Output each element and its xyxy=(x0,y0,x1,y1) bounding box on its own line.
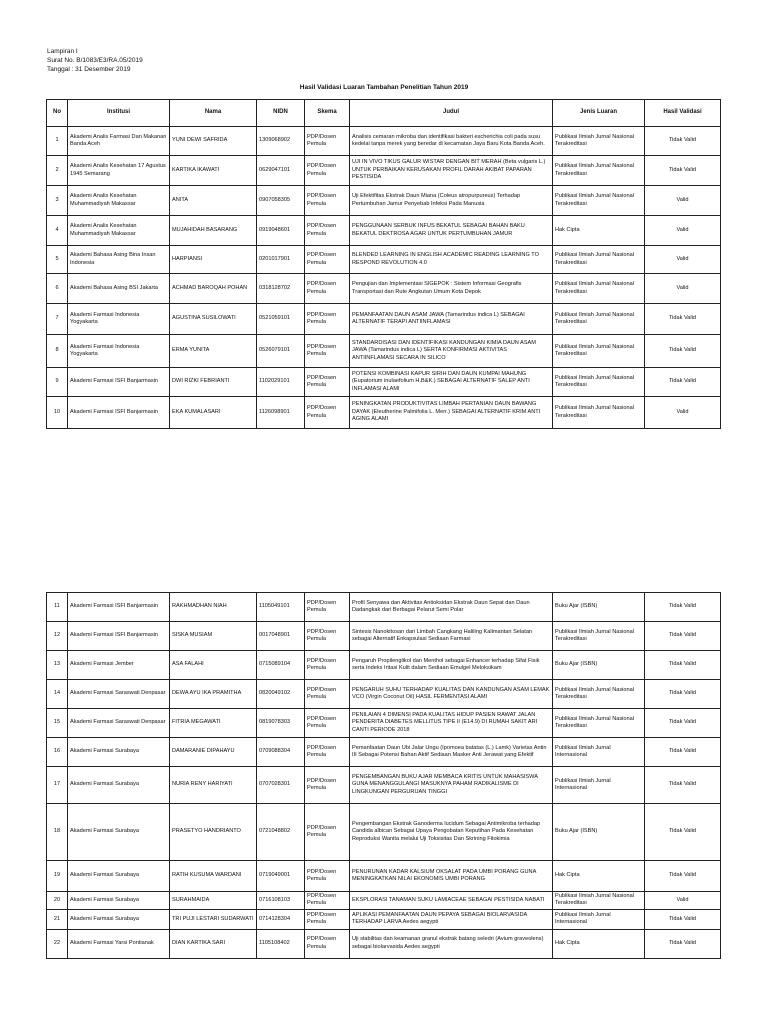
row-judul: BLENDED LEARNING IN ENGLISH ACADEMIC READING LEARNING TO RESPOND REVOLUTION 4.0 xyxy=(350,246,553,274)
letter-date: Tanggal : 31 Desember 2019 xyxy=(47,66,131,73)
table-row xyxy=(47,246,721,274)
row-skema: PDP/Dosen Pemula xyxy=(305,593,350,622)
row-nama: ANITA xyxy=(170,186,257,216)
row-judul: Profil Senyawa dan Aktivitas Antioksidan Ekstrak Daun Sepat dan Daun Dadangkak dari Berbagai Pelarut Semi Polar xyxy=(350,593,553,622)
row-jenis-luaran: Hak Cipta xyxy=(553,216,645,246)
row-hasil-validasi: Tidak Valid xyxy=(645,767,721,804)
row-jenis-luaran: Publikasi Ilmiah Jurnal Internasional xyxy=(553,738,645,767)
row-skema: PDP/Dosen Pemula xyxy=(305,304,350,335)
col-header-nama: Nama xyxy=(170,100,257,127)
row-skema: PDP/Dosen Pemula xyxy=(305,274,350,304)
table-row xyxy=(47,929,721,958)
row-nidn: 0318128702 xyxy=(257,274,305,304)
row-institusi: Akademi Bahasa Asing Bina Insan Indonesia xyxy=(68,246,170,274)
row-nama: AGUSTINA SUSILOWATI xyxy=(170,304,257,335)
row-number: 12 xyxy=(47,622,68,651)
row-nama: SURAHMAIDA xyxy=(170,892,257,910)
row-hasil-validasi: Tidak Valid xyxy=(645,709,721,738)
row-institusi: Akademi Farmasi Indonesia Yogyakarta xyxy=(68,304,170,335)
row-jenis-luaran: Publikasi Ilmiah Jurnal Nasional Terakreditasi xyxy=(553,156,645,186)
row-nama: SISKA MUSIAM xyxy=(170,622,257,651)
row-judul: PENURUNAN KADAR KALSIUM OKSALAT PADA UMBI PORANG GUNA MENINGKATKAN NILAI EKONOMIS UMBI PORANG xyxy=(350,861,553,892)
row-hasil-validasi: Valid xyxy=(645,216,721,246)
row-nama: KARTIKA IKAWATI xyxy=(170,156,257,186)
row-judul: STANDARDISASI DAN IDENTIFIKASI KANDUNGAN KIMIA DAUN ASAM JAWA (Tamarindus indica L) SERTA KONFIRMASI AKTIVITAS ANTIINFLAMASI SECARA IN SILICO xyxy=(350,335,553,368)
table-row xyxy=(47,651,721,680)
row-jenis-luaran: Publikasi Ilmiah Jurnal Internasional xyxy=(553,909,645,929)
row-skema: PDP/Dosen Pemula xyxy=(305,767,350,804)
row-nidn: 0714128304 xyxy=(257,909,305,929)
row-nama: YUNI DEWI SAFRIDA xyxy=(170,127,257,156)
row-judul: Pengaruh Propilenglikol dan Menthol sebagai Enhancer terhadap Sifat Fisik serta Indeks Iritasi Kulit dalam Sediaan Emulgel Meloksikam xyxy=(350,651,553,680)
row-nama: DIAN KARTIKA SARI xyxy=(170,929,257,958)
col-header-nidn: NIDN xyxy=(257,100,305,127)
row-hasil-validasi: Tidak Valid xyxy=(645,335,721,368)
row-jenis-luaran: Publikasi Ilmiah Jurnal Nasional Terakreditasi xyxy=(553,127,645,156)
row-nama: RAKHMADHAN NIAH xyxy=(170,593,257,622)
validation-table-page-1 xyxy=(46,99,721,429)
table-row xyxy=(47,909,721,929)
row-hasil-validasi: Tidak Valid xyxy=(645,651,721,680)
row-skema: PDP/Dosen Pemula xyxy=(305,216,350,246)
letter-number: Surat No. B/1083/E3/RA.05/2019 xyxy=(47,57,143,64)
row-nidn: 0919048601 xyxy=(257,216,305,246)
row-number: 3 xyxy=(47,186,68,216)
row-jenis-luaran: Publikasi Ilmiah Jurnal Nasional Terakreditasi xyxy=(553,709,645,738)
row-hasil-validasi: Tidak Valid xyxy=(645,156,721,186)
row-nidn: 0017048901 xyxy=(257,622,305,651)
row-skema: PDP/Dosen Pemula xyxy=(305,738,350,767)
row-nidn: 0629047101 xyxy=(257,156,305,186)
row-hasil-validasi: Valid xyxy=(645,274,721,304)
row-nidn: 0820049102 xyxy=(257,680,305,709)
page-title: Hasil Validasi Luaran Tambahan Penelitian Tahun 2019 xyxy=(299,84,469,91)
row-hasil-validasi: Tidak Valid xyxy=(645,804,721,861)
row-nidn: 0521059101 xyxy=(257,304,305,335)
table-row xyxy=(47,397,721,429)
row-number: 9 xyxy=(47,368,68,397)
attachment-label: Lampiran I xyxy=(47,48,78,55)
row-skema: PDP/Dosen Pemula xyxy=(305,929,350,958)
row-jenis-luaran: Publikasi Ilmiah Jurnal Nasional Terakreditasi xyxy=(553,680,645,709)
row-number: 13 xyxy=(47,651,68,680)
row-hasil-validasi: Tidak Valid xyxy=(645,127,721,156)
row-nama: MUJAHIDAH BASARANG xyxy=(170,216,257,246)
row-skema: PDP/Dosen Pemula xyxy=(305,892,350,910)
row-nidn: 1105108402 xyxy=(257,929,305,958)
row-hasil-validasi: Valid xyxy=(645,186,721,216)
row-institusi: Akademi Farmasi Surabaya xyxy=(68,738,170,767)
row-hasil-validasi: Tidak Valid xyxy=(645,304,721,335)
row-judul: Analisis cemaran mikroba dan identifikasi bakteri escherichia coli pada susu kedelai tanpa merek yang beredar di kecamatan Jaya Baru Kota Banda Aceh. xyxy=(350,127,553,156)
row-judul: Uji stabilitas dan keamanan granul ekstrak batang seledri (Avium graveolens) sebagai biolarvasida Aedes aegypti xyxy=(350,929,553,958)
row-judul: PENGGUNAAN SERBUK INFUS BEKATUL SEBAGAI BAHAN BAKU BEKATUL DEKTROSA AGAR UNTUK PERTUMBUHAN JAMUR xyxy=(350,216,553,246)
row-jenis-luaran: Buku Ajar (ISBN) xyxy=(553,651,645,680)
table-header-row xyxy=(47,100,721,127)
row-institusi: Akademi Farmasi ISFI Banjarmasin xyxy=(68,397,170,429)
row-jenis-luaran: Buku Ajar (ISBN) xyxy=(553,593,645,622)
row-judul: Pemanfaatan Daun Ubi Jalar Ungu (Ipomoea batatas (L.) Lamk) Varietas Antin III Sebagai Potensi Bahan Aktif Sediaan Masker Anti Jerawat yang Efektif xyxy=(350,738,553,767)
col-header-skema: Skema xyxy=(305,100,350,127)
row-judul: EKSPLORASI TANAMAN SUKU LAMIACEAE SEBAGAI PESTISIDA NABATI xyxy=(350,892,553,910)
table-row xyxy=(47,156,721,186)
row-skema: PDP/Dosen Pemula xyxy=(305,397,350,429)
row-number: 5 xyxy=(47,246,68,274)
table-row xyxy=(47,804,721,861)
row-number: 11 xyxy=(47,593,68,622)
row-nama: RATIH KUSUMA WARDANI xyxy=(170,861,257,892)
row-jenis-luaran: Hak Cipta xyxy=(553,861,645,892)
table-row xyxy=(47,892,721,910)
row-nama: DAMARANIE DIPAHAYU xyxy=(170,738,257,767)
row-hasil-validasi: Tidak Valid xyxy=(645,861,721,892)
row-skema: PDP/Dosen Pemula xyxy=(305,651,350,680)
row-skema: PDP/Dosen Pemula xyxy=(305,335,350,368)
row-number: 15 xyxy=(47,709,68,738)
row-skema: PDP/Dosen Pemula xyxy=(305,186,350,216)
row-hasil-validasi: Valid xyxy=(645,246,721,274)
col-header-jenis-luaran: Jenis Luaran xyxy=(553,100,645,127)
row-nama: DEWA AYU IKA PRAMITHA xyxy=(170,680,257,709)
row-jenis-luaran: Publikasi Ilmiah Jurnal Internasional xyxy=(553,767,645,804)
table-row xyxy=(47,186,721,216)
row-skema: PDP/Dosen Pemula xyxy=(305,622,350,651)
row-nidn: 0716108103 xyxy=(257,892,305,910)
row-number: 18 xyxy=(47,804,68,861)
row-number: 6 xyxy=(47,274,68,304)
row-jenis-luaran: Publikasi Ilmiah Jurnal Nasional Terakreditasi xyxy=(553,368,645,397)
row-judul: PEMANFAATAN DAUN ASAM JAWA (Tamarindus indica L) SEBAGAI ALTERNATIF TERAPI ANTIINFLAMASI xyxy=(350,304,553,335)
row-nama: EKA KUMALASARI xyxy=(170,397,257,429)
row-jenis-luaran: Publikasi Ilmiah Jurnal Nasional Terakreditasi xyxy=(553,335,645,368)
table-row xyxy=(47,274,721,304)
table-row xyxy=(47,127,721,156)
row-jenis-luaran: Publikasi Ilmiah Jurnal Nasional Terakreditasi xyxy=(553,892,645,910)
row-judul: PENGARUH SUHU TERHADAP KUALITAS DAN KANDUNGAN ASAM LEMAK VCO (Virgin Coconut Oil) HASIL FERMENTASI ALAMI xyxy=(350,680,553,709)
row-judul: POTENSI KOMBINASI KAPUR SIRIH DAN DAUN KUMPAI MAHUNG (Eupatorium inulaefolium H.B&K.) SEBAGAI ALTERNATIF SALEP ANTI INFLAMASI ALAMI xyxy=(350,368,553,397)
row-skema: PDP/Dosen Pemula xyxy=(305,804,350,861)
row-nama: ASA FALAHI xyxy=(170,651,257,680)
row-institusi: Akademi Farmasi Surabaya xyxy=(68,892,170,910)
row-institusi: Akademi Farmasi ISFI Banjarmasin xyxy=(68,368,170,397)
row-jenis-luaran: Publikasi Ilmiah Jurnal Nasional Terakreditasi xyxy=(553,397,645,429)
row-skema: PDP/Dosen Pemula xyxy=(305,127,350,156)
row-jenis-luaran: Publikasi Ilmiah Jurnal Nasional Terakreditasi xyxy=(553,186,645,216)
row-judul: Pengembangan Ekstrak Ganoderma lucidum Sebagai Antimikroba terhadap Candida albican Sebagai Upaya Pengobatan Keputihan Pada Kesehatan Reproduksi Wanita melalui Uji Toksisitas Dan Skrining Fitokimia xyxy=(350,804,553,861)
row-nidn: 0707028301 xyxy=(257,767,305,804)
row-jenis-luaran: Buku Ajar (ISBN) xyxy=(553,804,645,861)
row-institusi: Akademi Bahasa Asing BSI Jakarta xyxy=(68,274,170,304)
row-nidn: 0819078303 xyxy=(257,709,305,738)
row-institusi: Akademi Farmasi Jember xyxy=(68,651,170,680)
row-nama: TRI PUJI LESTARI SUDARWATI xyxy=(170,909,257,929)
row-hasil-validasi: Tidak Valid xyxy=(645,680,721,709)
row-institusi: Akademi Farmasi Yarsi Pontianak xyxy=(68,929,170,958)
row-nidn: 0201017901 xyxy=(257,246,305,274)
table-row xyxy=(47,304,721,335)
row-number: 4 xyxy=(47,216,68,246)
row-number: 16 xyxy=(47,738,68,767)
row-nama: PRASETYO HANDRIANTO xyxy=(170,804,257,861)
row-institusi: Akademi Farmasi Saraswati Denpasar xyxy=(68,709,170,738)
row-number: 10 xyxy=(47,397,68,429)
table-row xyxy=(47,738,721,767)
row-judul: Sintesis Nanokitosan dari Limbah Cangkang Haliling Kalimantan Selatan sebagai Alternatif Enkapsulasi Sediaan Farmasi xyxy=(350,622,553,651)
table-row xyxy=(47,709,721,738)
row-jenis-luaran: Publikasi Ilmiah Jurnal Nasional Terakreditasi xyxy=(553,304,645,335)
row-jenis-luaran: Publikasi Ilmiah Jurnal Nasional Terakreditasi xyxy=(553,274,645,304)
row-number: 17 xyxy=(47,767,68,804)
row-hasil-validasi: Tidak Valid xyxy=(645,368,721,397)
row-hasil-validasi: Valid xyxy=(645,397,721,429)
row-nidn: 0721048802 xyxy=(257,804,305,861)
table-row xyxy=(47,335,721,368)
row-hasil-validasi: Tidak Valid xyxy=(645,593,721,622)
row-nidn: 0907058305 xyxy=(257,186,305,216)
row-hasil-validasi: Tidak Valid xyxy=(645,909,721,929)
row-nidn: 0715089104 xyxy=(257,651,305,680)
row-number: 2 xyxy=(47,156,68,186)
row-number: 8 xyxy=(47,335,68,368)
row-judul: APLIKASI PEMANFAATAN DAUN PEPAYA SEBAGAI BIOLARVASIDA TERHADAP LARVA Aedes aegypti xyxy=(350,909,553,929)
row-institusi: Akademi Analis Kesehatan Muhammadiyah Makassar xyxy=(68,216,170,246)
table-row xyxy=(47,593,721,622)
row-jenis-luaran: Hak Cipta xyxy=(553,929,645,958)
table-row xyxy=(47,861,721,892)
row-number: 19 xyxy=(47,861,68,892)
row-skema: PDP/Dosen Pemula xyxy=(305,861,350,892)
row-judul: Uji Efektifitas Ekstrak Daun Miana (Coleus atropurpureus) Terhadap Pertumbuhan Jamur Penyebab Infeksi Pada Manusia xyxy=(350,186,553,216)
row-institusi: Akademi Farmasi Surabaya xyxy=(68,804,170,861)
row-institusi: Akademi Farmasi Saraswati Denpasar xyxy=(68,680,170,709)
row-judul: UJI IN VIVO TIKUS GALUR WISTAR DENGAN BIT MERAH (Beta vulgaris L.) UNTUK PERBAIKAN KERUSAKAN PROFIL DARAH AKIBAT PAPARAN PESTISIDA xyxy=(350,156,553,186)
col-header-institusi: Institusi xyxy=(68,100,170,127)
row-nama: HARPIANSI xyxy=(170,246,257,274)
row-skema: PDP/Dosen Pemula xyxy=(305,156,350,186)
row-institusi: Akademi Farmasi Surabaya xyxy=(68,861,170,892)
row-nidn: 1102029101 xyxy=(257,368,305,397)
row-institusi: Akademi Farmasi Surabaya xyxy=(68,909,170,929)
row-number: 14 xyxy=(47,680,68,709)
row-institusi: Akademi Analis Farmasi Dan Makanan Banda Aceh xyxy=(68,127,170,156)
row-number: 20 xyxy=(47,892,68,910)
col-header-hasil-validasi: Hasil Validasi xyxy=(645,100,721,127)
row-nama: NURIA RENY HARIYATI xyxy=(170,767,257,804)
row-hasil-validasi: Valid xyxy=(645,892,721,910)
row-judul: PENINGKATAN PRODUKTIVITAS LIMBAH PERTANIAN DAUN BAWANG DAYAK (Eleutherine Palmifolia L. Merr.) SEBAGAI ALTERNATIF KRIM ANTI AGING ALAMI xyxy=(350,397,553,429)
row-skema: PDP/Dosen Pemula xyxy=(305,246,350,274)
row-hasil-validasi: Tidak Valid xyxy=(645,738,721,767)
table-row xyxy=(47,767,721,804)
row-judul: PENGEMBANGAN BUKU AJAR MEMBACA KRITIS UNTUK MAHASISWA GUNA MENANGGULANGI MASUKNYA PAHAM RADIKALISME DI LINGKUNGAN PERGURUAN TINGGI xyxy=(350,767,553,804)
row-nidn: 1105049101 xyxy=(257,593,305,622)
row-nidn: 0526079101 xyxy=(257,335,305,368)
row-nama: DWI RIZKI FEBRIANTI xyxy=(170,368,257,397)
row-nidn: 0709088304 xyxy=(257,738,305,767)
row-nama: ERMA YUNITA xyxy=(170,335,257,368)
row-hasil-validasi: Tidak Valid xyxy=(645,622,721,651)
row-institusi: Akademi Farmasi ISFI Banjarmasin xyxy=(68,622,170,651)
row-skema: PDP/Dosen Pemula xyxy=(305,909,350,929)
row-nama: FITRIA MEGAWATI xyxy=(170,709,257,738)
row-nidn: 1126098901 xyxy=(257,397,305,429)
row-institusi: Akademi Analis Kesehatan Muhammadiyah Makassar xyxy=(68,186,170,216)
row-number: 22 xyxy=(47,929,68,958)
row-nidn: 0719049001 xyxy=(257,861,305,892)
table-row xyxy=(47,216,721,246)
row-skema: PDP/Dosen Pemula xyxy=(305,709,350,738)
row-judul: Pengujian dan Implementasi SIGEPOK : Sistem Informasi Geografis Transportasi dan Rute Angkutan Umum Kota Depok xyxy=(350,274,553,304)
table-row xyxy=(47,680,721,709)
col-header-no: No xyxy=(47,100,68,127)
row-number: 1 xyxy=(47,127,68,156)
row-jenis-luaran: Publikasi Ilmiah Jurnal Nasional Terakreditasi xyxy=(553,622,645,651)
row-judul: PENILAIAN 4 DIMENSI PADA KUALITAS HIDUP PASIEN RAWAT JALAN PENDERITA DIABETES MELLITUS TIPE II (E14.9) DI RUMAH SAKIT ARI CANTI PERIODE 2018 xyxy=(350,709,553,738)
col-header-judul: Judul xyxy=(350,100,553,127)
row-skema: PDP/Dosen Pemula xyxy=(305,680,350,709)
row-hasil-validasi: Tidak Valid xyxy=(645,929,721,958)
row-skema: PDP/Dosen Pemula xyxy=(305,368,350,397)
table-row xyxy=(47,622,721,651)
row-nama: ACHMAD BAROQAH POHAN xyxy=(170,274,257,304)
row-institusi: Akademi Farmasi ISFI Banjarmasin xyxy=(68,593,170,622)
row-jenis-luaran: Publikasi Ilmiah Jurnal Nasional Terakreditasi xyxy=(553,246,645,274)
row-number: 7 xyxy=(47,304,68,335)
row-nidn: 1309068902 xyxy=(257,127,305,156)
row-number: 21 xyxy=(47,909,68,929)
row-institusi: Akademi Analis Kesehatan 17 Agustus 1945 Semarang xyxy=(68,156,170,186)
row-institusi: Akademi Farmasi Indonesia Yogyakarta xyxy=(68,335,170,368)
table-row xyxy=(47,368,721,397)
row-institusi: Akademi Farmasi Surabaya xyxy=(68,767,170,804)
validation-table-page-2 xyxy=(46,592,721,959)
